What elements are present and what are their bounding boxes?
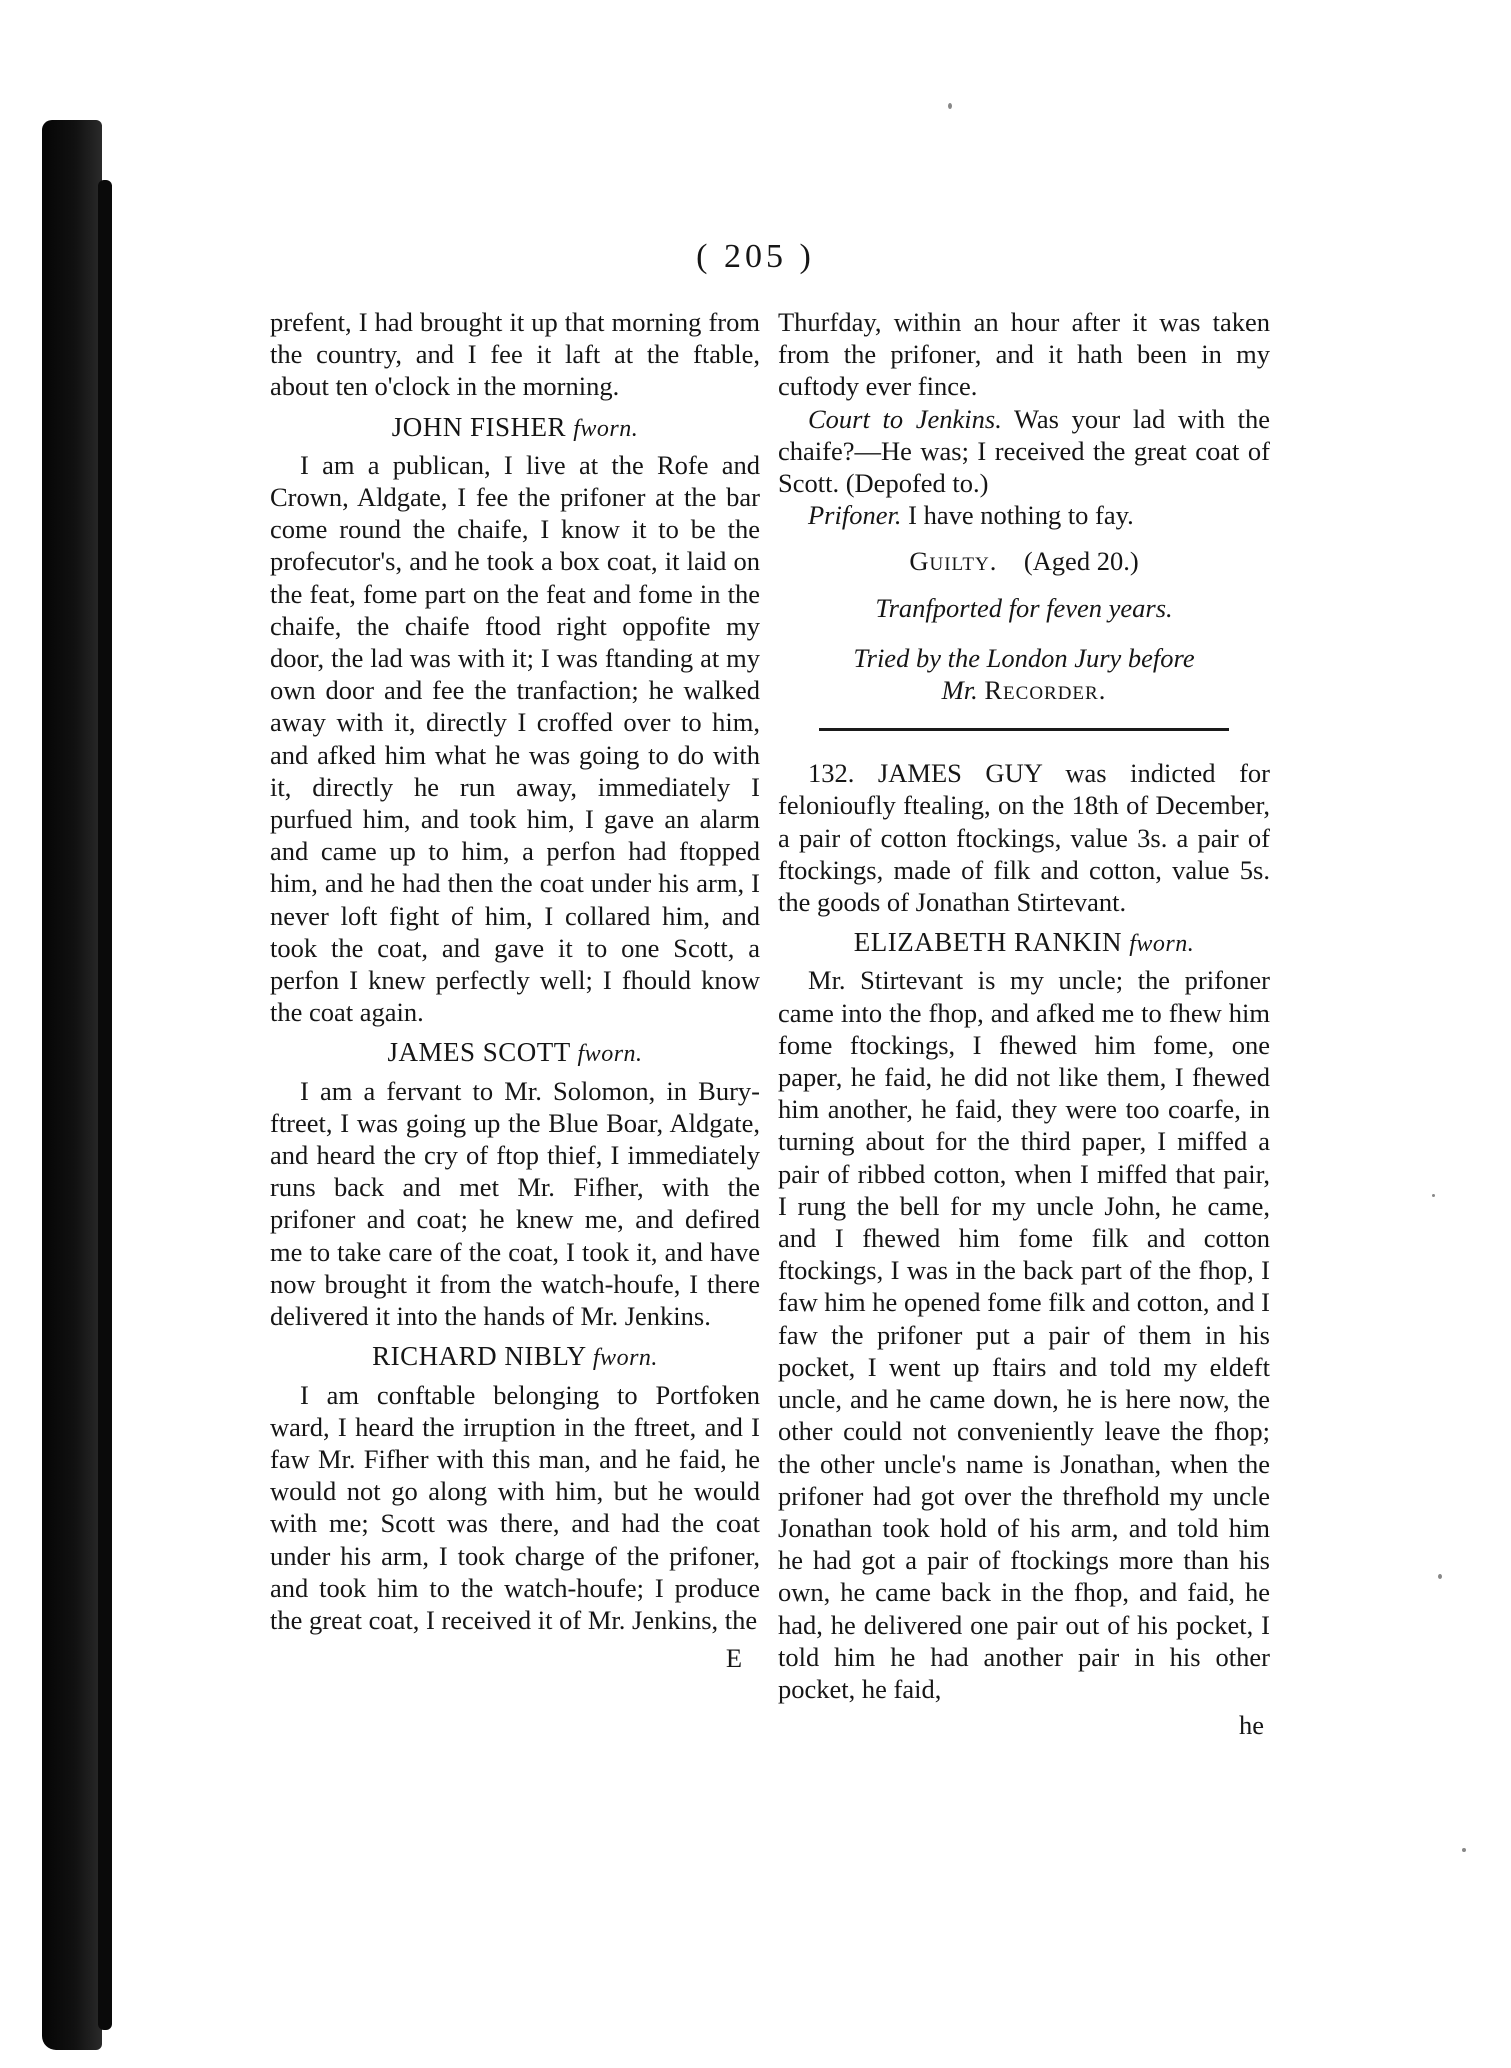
- witness-name: RICHARD NIBLY: [372, 1341, 586, 1372]
- testimony-paragraph: I am a fervant to Mr. Solomon, in Bury-ftreet, I was going up the Blue Boar, Aldgate, and heard the cry of ftop thief, I immediately runs back and met Mr. Fifher, with the prifoner and coat; he knew me, and defired me to take care of the coat, I took it, and have now brought it from the watch-houfe, I there delivered it into the hands of Mr. Jenkins.: [270, 1075, 760, 1332]
- indictment-paragraph: 132. JAMES GUY was indicted for felonioufly ftealing, on the 18th of December, a pair of cotton ftockings, value 3s. a pair of ftockings, made of filk and cotton, value 5s. the goods of Jonathan Stirtevant.: [778, 758, 1270, 918]
- page-number: ( 205 ): [696, 238, 815, 275]
- recorder-line: [778, 674, 1270, 706]
- sworn-label: fworn.: [573, 415, 639, 442]
- recorder: Recorder.: [984, 675, 1107, 706]
- court-text: Was your lad with the chaife?—He was; I received the great coat of Scott. (Depofed to.): [778, 403, 1270, 499]
- continued-paragraph: Thurfday, within an hour after it was taken from the prifoner, and it hath been in my cuftody ever fince.: [778, 307, 1270, 402]
- prisoner-text: I have nothing to fay.: [901, 500, 1134, 531]
- witness-name: JAMES SCOTT: [387, 1037, 571, 1068]
- scan-speck: [1438, 1574, 1442, 1579]
- title-mr: Mr.: [941, 675, 978, 706]
- testimony-paragraph: I am a publican, I live at the Rofe and Crown, Aldgate, I fee the prifoner at the bar come round the chaife, I know it to be the profecutor's, and he took a box coat, it laid on the feat, fome part on the feat and fome in the chaife, the chaife ftood right oppofite my door, the lad was with it; I was ftanding at my own door and fee the tranfaction; he walked away with it, directly I croffed over to him, and afked him what he was going to do with it, directly he run away, immediately I purfued him, and took him, I gave an alarm and came up to him, a perfon had ftopped him, and he had then the coat under his arm, I never loft fight of him, I collared him, and took the coat, and gave it to one Scott, a perfon I knew perfectly well; I fhould know the coat again.: [270, 449, 760, 1028]
- testimony-paragraph: I am conftable belonging to Portfoken ward, I heard the irruption in the ftreet, and I faw Mr. Fifher with this man, and he faid, he would not go along with him, but he would with me; Scott was there, and had the coat under his arm, I took charge of the prifoner, and took him to the watch-houfe; I produce the great coat, I received it of Mr. Jenkins, the: [270, 1379, 760, 1635]
- catchword: he: [1238, 1710, 1264, 1741]
- sworn-label: fworn.: [1129, 931, 1195, 958]
- verdict: Guilty.: [909, 546, 998, 577]
- witness-heading: [778, 926, 1270, 960]
- witness-name: ELIZABETH RANKIN: [853, 927, 1122, 958]
- court-question: [778, 403, 1270, 500]
- witness-heading: [270, 411, 760, 445]
- section-divider: [819, 728, 1229, 731]
- witness-heading: [270, 1340, 760, 1374]
- prisoner-statement: [778, 499, 1270, 531]
- witness-heading: [270, 1036, 760, 1070]
- scan-speck: [1432, 1194, 1435, 1197]
- binding-shadow: [42, 120, 102, 2050]
- sworn-label: fworn.: [577, 1041, 643, 1068]
- jury-line: Tried by the London Jury before: [853, 642, 1195, 673]
- witness-name: JOHN FISHER: [391, 411, 566, 442]
- sentence-line: Tranfported for feven years.: [875, 592, 1173, 623]
- testimony-paragraph: Mr. Stirtevant is my uncle; the prifoner came into the fhop, and afked me to fhew him fome ftockings, I fhewed him fome, one paper, he faid, he did not like them, I fhewed him another, he faid, they were too coarfe, in turning about for the third paper, I miffed a pair of ribbed cotton, when I miffed that pair, I rung the bell for my uncle John, he came, and I fhewed him fome filk and cotton ftockings, I was in the back part of the fhop, I faw him he opened fome filk and cotton, and I faw the prifoner put a pair of them in his pocket, I went up ftairs and told my eldeft uncle, and he came down, he is here now, the other could not conveniently leave the fhop; the other uncle's name is Jonathan, when the prifoner had got over the threfhold my uncle Jonathan took hold of his arm, and told him he had got a pair of ftockings more than his own, he came back in the fhop, and faid, he had, he delivered one pair out of his pocket, I told him he had another pair in his other pocket, he faid,: [778, 965, 1270, 1704]
- verdict-line: [778, 545, 1270, 577]
- opening-paragraph: prefent, I had brought it up that morning from the country, and I fee it laft at the ftable, about ten o'clock in the morning.: [270, 307, 760, 402]
- scan-speck: [1462, 1848, 1466, 1852]
- speaker-label: Prifoner.: [808, 500, 902, 531]
- left-column: [270, 306, 760, 1674]
- sworn-label: fworn.: [592, 1345, 658, 1372]
- right-column: [778, 306, 1270, 1741]
- signature-mark: E: [725, 1643, 742, 1674]
- speaker-label: Court to Jenkins.: [808, 403, 1002, 434]
- scan-speck: [948, 103, 952, 109]
- prisoner-age: (Aged 20.): [1023, 546, 1139, 577]
